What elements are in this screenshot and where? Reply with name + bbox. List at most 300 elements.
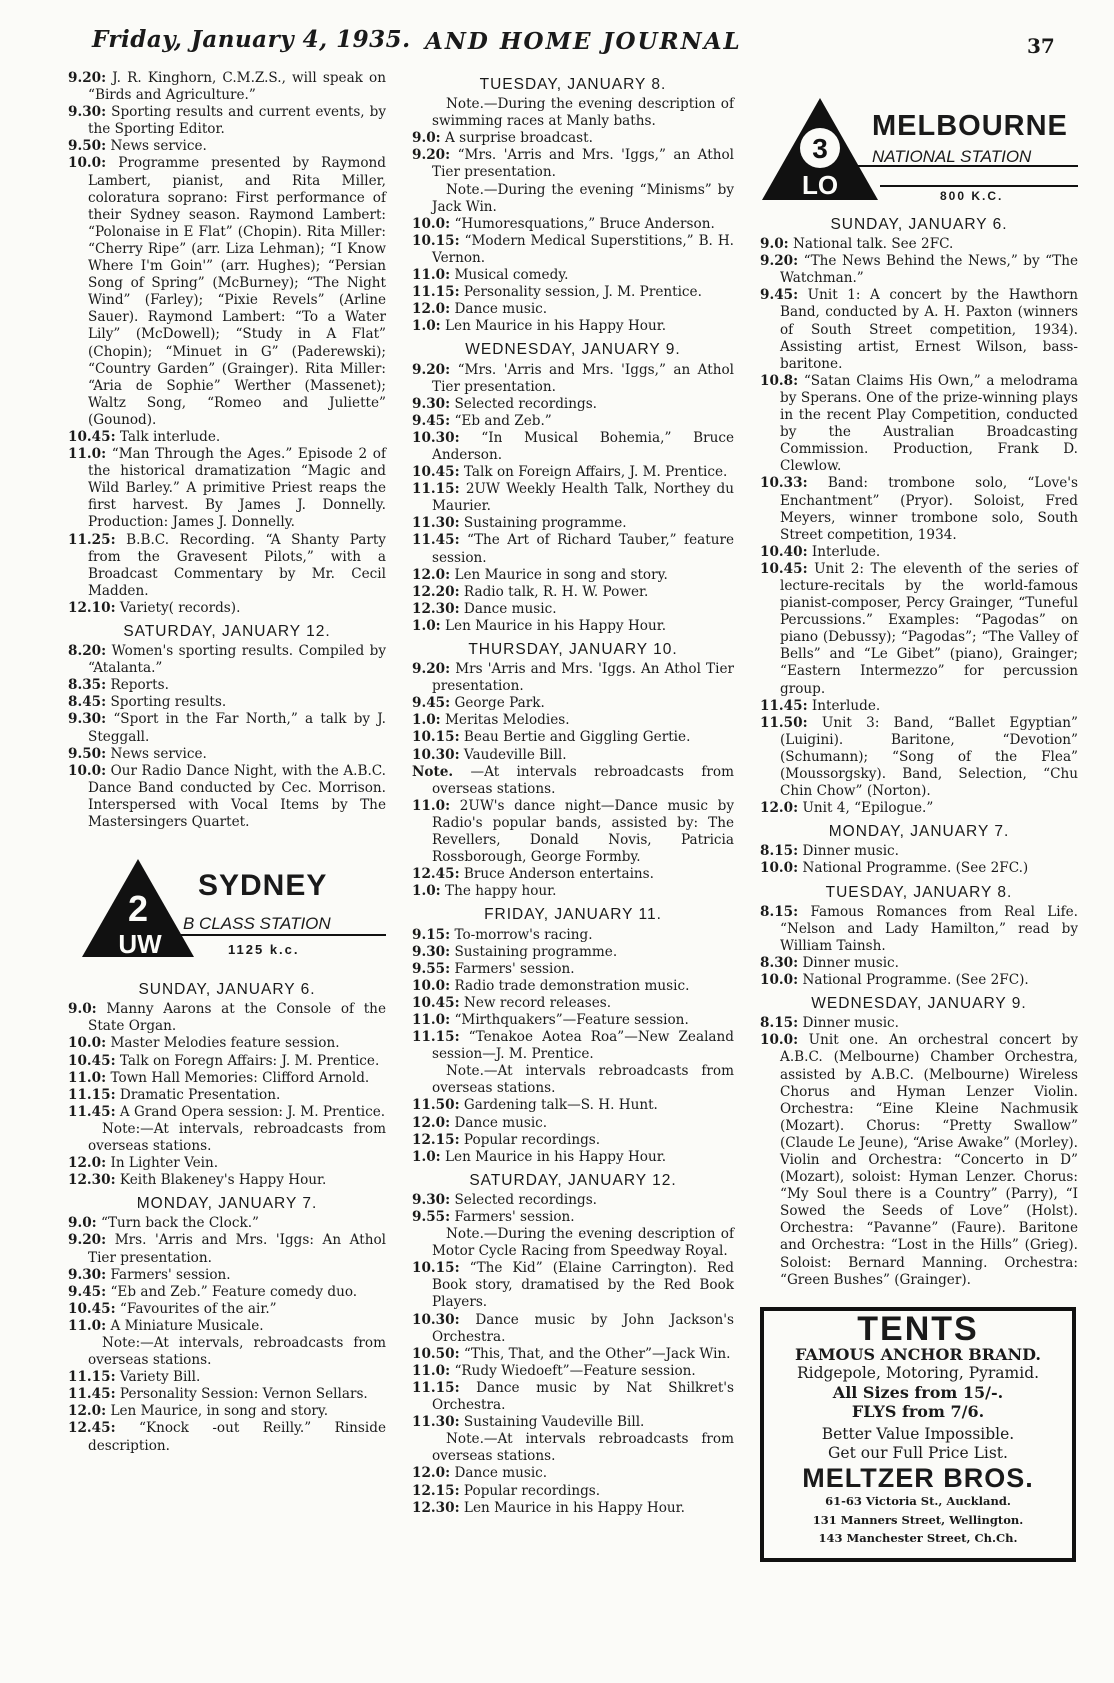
program-description: Dinner music. [802, 954, 899, 971]
program-description: J. R. Kinghorn, C.M.Z.S., will speak on “Birds and Agriculture.” [88, 70, 386, 104]
program-time: 11.30: [412, 1414, 460, 1431]
program-time: 10.30: [412, 1311, 460, 1328]
program-entry [68, 1301, 386, 1318]
program-time: 12.0: [412, 1114, 451, 1131]
program-entry [412, 318, 734, 335]
program-description: Dance music. [454, 301, 548, 318]
day-heading: TUESDAY, JANUARY 8. [825, 883, 1013, 901]
program-entry [412, 1465, 734, 1482]
program-entry [412, 729, 734, 746]
program-entry [412, 1209, 734, 1226]
program-time: 12.0: [760, 800, 799, 817]
program-entry [760, 287, 1078, 372]
program-list [412, 1192, 734, 1517]
day-heading: TUESDAY, JANUARY 8. [479, 76, 667, 93]
day-heading: WEDNESDAY, JANUARY 9. [811, 995, 1027, 1013]
day-heading: FRIDAY, JANUARY 11. [484, 906, 662, 924]
program-description: Unit 2: The eleventh of the series of lecture-recitals by the world-famous pianist-composer, Percy Grainger, “Tuneful Percussions.” Examples: “Pagodas” on piano (Debussy); “Pagodas”; “The Valley of Bells” and “Le Gibet” (piano), Grainger; “Eastern Intermezzo” for percussion group. [780, 560, 1078, 697]
column-middle [412, 70, 734, 1517]
ad-price: All Sizes from 15/-. [832, 1383, 1004, 1402]
program-time: 11.25: [68, 531, 116, 548]
program-description: News service. [110, 138, 207, 155]
program-time: 10.0: [68, 1035, 107, 1052]
program-time: 9.55: [412, 960, 451, 977]
program-description: Radio talk, R. H. W. Power. [463, 583, 649, 600]
program-entry [412, 798, 734, 866]
program-time: 11.15: [412, 284, 460, 301]
program-description: Popular recordings. [463, 1131, 601, 1148]
program-description: Variety( records). [119, 599, 241, 616]
program-entry [412, 1380, 734, 1414]
program-time: 9.50: [68, 138, 107, 155]
program-entry [412, 413, 734, 430]
program-note: Note.—During the evening description of swimming races at Manly baths. [432, 96, 734, 130]
program-time: 10.15: [412, 232, 460, 249]
program-entry [68, 1087, 386, 1104]
program-entry [412, 284, 734, 301]
program-entry [412, 866, 734, 883]
program-description: B.B.C. Recording. “A Shanty Party from the Gravesent Pilots,” with a Broadcast Commentary by Mr. Cecil Madden. [88, 531, 386, 599]
program-time: 9.0: [760, 236, 789, 253]
program-time: 10.0: [760, 860, 799, 877]
program-time: 8.45: [68, 694, 107, 711]
program-entry [68, 677, 386, 694]
column-left [68, 70, 386, 1455]
program-description: “Humoresquations,” Bruce Anderson. [454, 215, 715, 232]
program-description: Master Melodies feature session. [110, 1035, 340, 1052]
program-description: “This, That, and the Other”—Jack Win. [463, 1345, 731, 1362]
program-description: Town Hall Memories: Clifford Arnold. [110, 1069, 370, 1086]
program-entry [412, 464, 734, 481]
program-description: Unit 1: A concert by the Hawthorn Band, conducted by A. H. Paxton (winners of South Street competition, 1934). Assisting artist, Ernest Wilson, bass-baritone. [780, 287, 1078, 372]
program-time: 11.15: [412, 481, 460, 498]
program-time: 11.50: [760, 714, 808, 731]
program-entry [412, 1260, 734, 1311]
program-time: 10.0: [68, 155, 107, 172]
program-description: In Lighter Vein. [110, 1155, 219, 1172]
program-entry [412, 267, 734, 284]
program-entry [412, 712, 734, 729]
program-list [412, 927, 734, 1166]
day-sections [760, 216, 1078, 1289]
program-note: Note:—At intervals, rebroadcasts from overseas stations. [88, 1335, 386, 1369]
program-entry [68, 1284, 386, 1301]
program-description: “Satan Claims His Own,” a melodrama by Sperans. One of the prize-winning plays in the recent Play Competition, conducted by the Australian Broadcasting Commission. Production, Frank D. Clewlow. [780, 372, 1079, 475]
program-entry [412, 301, 734, 318]
program-entry [412, 584, 734, 601]
day-heading: THURSDAY, JANUARY 10. [468, 641, 678, 658]
program-entry [68, 155, 386, 429]
program-description: Programme presented by Raymond Lambert, pianist, and Rita Miller, coloratura soprano: First performance of their Sydney season. Raymond Lambert: “Polonaise in E Flat” (Chopin). Rita Miller: “Cherry Ripe” (arr. Liza Lehman); “I Know Where I'm Goin'” (arr. Hughes); “Persian Song of Spring” (McBurney); “The Night Wind” (Farley); “Pixie Revels” (Arline Sauer). Raymond Lambert: “To a Water Lily” (McDowell); “Study in A Flat” (Chopin); “Minuet in G” (Paderewski); “Country Garden” (Grainger). Rita Miller: “Aria de Sophie” Werther (Massenet); Waltz Song, “Romeo and Juliette” (Gounod). [88, 155, 386, 428]
program-time: 10.8: [760, 372, 799, 389]
program-description: “Eb and Zeb.” [454, 412, 552, 429]
program-entry [412, 567, 734, 584]
day-heading: MONDAY, JANUARY 7. [136, 1195, 318, 1213]
program-entry [412, 747, 734, 764]
program-entry [412, 764, 734, 798]
program-list [68, 1215, 386, 1454]
program-time: 8.35: [68, 677, 107, 694]
program-entry [412, 481, 734, 515]
program-time: 12.0: [412, 301, 451, 318]
program-time: 9.30: [412, 943, 451, 960]
program-description: Mrs 'Arris and Mrs. 'Iggs. An Athol Tier presentation. [432, 661, 734, 695]
program-description: Mrs. 'Arris and Mrs. 'Iggs: An Athol Tier presentation. [88, 1232, 386, 1266]
program-entry [412, 1097, 734, 1114]
day-heading: SUNDAY, JANUARY 6. [138, 981, 316, 999]
program-description: Gardening talk—S. H. Hunt. [463, 1097, 658, 1114]
program-description: Farmers' session. [454, 960, 575, 977]
program-description: “Mirthquakers”—Feature session. [454, 1011, 689, 1028]
program-description: Vaudeville Bill. [463, 746, 567, 763]
program-entry [412, 233, 734, 267]
program-description: “The Kid” (Elaine Carrington). Red Book story, dramatised by the Red Book Players. [432, 1260, 734, 1311]
program-time: 11.15: [68, 1086, 116, 1103]
program-time: 8.15: [760, 903, 799, 920]
program-time: 11.0: [412, 1362, 451, 1379]
program-time: 12.20: [412, 583, 460, 600]
program-entry [412, 1029, 734, 1063]
program-entry [68, 1369, 386, 1386]
program-time: 10.0: [68, 762, 107, 779]
program-list [412, 661, 734, 900]
program-entry [68, 429, 386, 446]
program-description: “Turn back the Clock.” [101, 1215, 259, 1232]
program-description: Dance music by John Jackson's Orchestra. [432, 1311, 735, 1345]
ad-address: 131 Manners Street, Wellington. [812, 1512, 1024, 1527]
program-description: News service. [110, 745, 207, 762]
page-header [0, 0, 1114, 70]
program-description: Women's sporting results. Compiled by “Atalanta.” [88, 643, 386, 677]
program-time: 12.30: [412, 600, 460, 617]
program-description: Meritas Melodies. [445, 712, 570, 729]
program-time: 10.30: [412, 746, 460, 763]
program-list [760, 1015, 1078, 1289]
program-entry [412, 1363, 734, 1380]
program-description: Len Maurice, in song and story. [110, 1403, 329, 1420]
program-entry [760, 904, 1078, 955]
program-description: National talk. See 2FC. [793, 236, 954, 253]
station-class: B CLASS STATION [183, 914, 331, 934]
program-description: Dance music by Nat Shilkret's Orchestra. [432, 1379, 734, 1414]
program-entry [412, 1132, 734, 1149]
program-entry [760, 544, 1078, 561]
program-description: “In Musical Bohemia,” Bruce Anderson. [432, 429, 734, 463]
program-description: Farmers' session. [454, 1209, 575, 1225]
program-entry [412, 396, 734, 413]
program-entry [412, 216, 734, 233]
program-description: Talk on Foregn Affairs: J. M. Prentice. [119, 1052, 380, 1069]
ad-brand: MELTZER BROS. [802, 1463, 1034, 1494]
program-description: Farmers' session. [110, 1266, 231, 1283]
program-description: New record releases. [463, 994, 612, 1011]
program-time: 12.0: [412, 566, 451, 583]
program-description: Musical comedy. [454, 267, 569, 284]
program-time: 10.0: [760, 972, 799, 989]
program-description: “Knock -out Reilly.” Rinside description. [88, 1420, 387, 1454]
program-entry [412, 1483, 734, 1500]
program-list [412, 96, 734, 335]
program-entry [412, 618, 734, 635]
program-time: 8.30: [760, 954, 799, 971]
program-description: Beau Bertie and Giggling Gertie. [463, 729, 691, 746]
program-entry [68, 600, 386, 617]
svg-text:3: 3 [812, 133, 828, 164]
program-entry [412, 995, 734, 1012]
program-list [760, 843, 1078, 877]
program-time: 11.45: [760, 697, 808, 714]
program-description: Variety Bill. [119, 1369, 201, 1386]
program-time: 11.30: [412, 515, 460, 532]
program-entry [412, 362, 734, 396]
program-description: Unit one. An orchestral concert by A.B.C. (Melbourne) Chamber Orchestra, assisted by A.B.C. (Melbourne) Wireless Chorus and Hyman Lenzer Violin. Orchestra: “Eine Kleine Nachmusik (Mozart). Chorus: “Pretty Swallow” (Claude Le Jeune), “Arise Awake” (Morley). Violin and Orchestra: “Concerto in D” (Mozart), soloist: Hyman Lenzer. Chorus: “My Soul there is a Country” (Parry), “I Sowed the Seeds of Love” (Holst). Orchestra: “Pavanne” (Faure). Baritone and Orchestra: “Lost in the Hills” (Grieg). Soloist: Bernard Manning. Orchestra: “Green Bushes” (Grainger). [780, 1032, 1079, 1288]
program-entry [412, 944, 734, 961]
program-time: 9.45: [412, 412, 451, 429]
program-time: 11.15: [68, 1369, 116, 1386]
program-entry [760, 475, 1078, 543]
program-list [68, 70, 386, 617]
program-description: Dinner music. [802, 1015, 899, 1032]
program-note: Note:—At intervals, rebroadcasts from overseas stations. [88, 1120, 386, 1154]
program-description: Len Maurice in his Happy Hour. [445, 617, 667, 634]
column-right [760, 70, 1078, 1562]
program-entry [760, 972, 1078, 989]
program-time: 9.30: [68, 104, 107, 121]
program-description: “The News Behind the News,” by “The Watchman.” [780, 253, 1078, 287]
page-number: 37 [1027, 34, 1055, 58]
program-entry [68, 1232, 386, 1266]
program-entry [68, 711, 386, 745]
program-entry [68, 1215, 386, 1232]
program-time: 12.10: [68, 599, 116, 616]
program-time: 11.50: [412, 1097, 460, 1114]
issue-date: Friday, January 4, 1935. [92, 26, 411, 53]
program-description: A Grand Opera session: J. M. Prentice. [119, 1103, 386, 1120]
program-entry [68, 138, 386, 155]
program-description: Dinner music. [802, 843, 899, 860]
program-time: 9.30: [68, 1266, 107, 1283]
program-entry [412, 515, 734, 532]
program-time: 10.40: [760, 543, 808, 560]
program-entry [412, 1192, 734, 1209]
ad-flys-price: FLYS from 7/6. [851, 1402, 985, 1422]
program-description: The happy hour. [445, 883, 557, 900]
program-description: National Programme. (See 2FC). [802, 972, 1029, 989]
program-description: Talk on Foreign Affairs, J. M. Prentice. [463, 464, 728, 481]
station-name: SYDNEY [198, 869, 328, 903]
program-time: 10.45: [412, 464, 460, 481]
program-time: 9.45: [68, 1283, 107, 1300]
program-description: “Mrs. 'Arris and Mrs. 'Iggs,” an Athol Tier presentation. [432, 147, 735, 181]
program-entry [68, 1104, 386, 1121]
program-time: 9.45: [760, 287, 799, 304]
program-description: George Park. [454, 695, 545, 712]
program-time: 10.45: [68, 1300, 116, 1317]
program-time: 9.20: [68, 1232, 107, 1249]
program-description: Sporting results. [110, 694, 227, 711]
station-2uw-banner [68, 853, 386, 971]
program-description: Len Maurice in song and story. [454, 566, 668, 583]
program-description: 2UW's dance night—Dance music by Radio's popular bands, assisted by: The Revellers, Donald Novis, Patricia Rossborough, George Formby. [432, 797, 734, 866]
program-time: 11.45: [68, 1386, 116, 1403]
ad-tagline: FAMOUS ANCHOR BRAND. [795, 1344, 1041, 1364]
program-time: 9.0: [68, 1215, 97, 1232]
program-time: 11.0: [412, 267, 451, 284]
program-time: 12.0: [68, 1155, 107, 1172]
program-note: Note.—At intervals rebroadcasts from overseas stations. [432, 1063, 734, 1097]
program-time: 11.45: [412, 532, 460, 549]
program-time: 10.45: [760, 560, 808, 577]
program-entry [412, 978, 734, 995]
program-time: 11.0: [68, 1069, 107, 1086]
program-time: 12.30: [412, 1499, 460, 1516]
program-description: “Favourites of the air.” [119, 1300, 277, 1317]
program-time: 9.55: [412, 1209, 451, 1225]
program-time: 9.0: [412, 130, 441, 147]
program-description: “Sport in the Far North,” a talk by J. Steggall. [88, 711, 387, 745]
ad-title: TENTS [857, 1309, 979, 1348]
program-description: Band: trombone solo, “Love's Enchantment” (Pryor). Soloist, Fred Meyers, winner trombone solo, South Street competition, 1934. [780, 475, 1078, 543]
program-description: Sustaining programme. [454, 943, 618, 960]
program-time: 10.45: [68, 428, 116, 445]
program-time: 9.20: [760, 253, 799, 270]
program-time: 9.20: [68, 70, 107, 86]
program-entry [68, 1172, 386, 1189]
program-time: 12.0: [412, 1465, 451, 1482]
program-description: Keith Blakeney's Happy Hour. [119, 1172, 327, 1189]
program-time: 9.45: [412, 695, 451, 712]
program-entry [412, 661, 734, 695]
program-entry [68, 1053, 386, 1070]
program-entry [412, 1346, 734, 1363]
day-heading: SUNDAY, JANUARY 6. [830, 216, 1008, 233]
program-time: 10.0: [760, 1032, 799, 1049]
program-time: 9.20: [412, 361, 451, 378]
program-entry [412, 601, 734, 618]
program-entry [760, 955, 1078, 972]
ad-price-list: Get our Full Price List. [828, 1444, 1008, 1463]
program-time: 11.0: [68, 446, 107, 463]
program-time: 1.0: [412, 617, 441, 634]
program-description: Dramatic Presentation. [119, 1086, 281, 1103]
program-description: Manny Aarons at the Console of the State Organ. [88, 1001, 386, 1035]
program-time: 8.15: [760, 1015, 799, 1032]
program-entry [760, 1032, 1078, 1288]
program-time: 10.45: [68, 1052, 116, 1069]
program-entry [68, 694, 386, 711]
program-entry [760, 800, 1078, 817]
program-time: 9.15: [412, 926, 451, 943]
station-frequency: 1125 k.c. [228, 942, 300, 958]
program-entry [412, 1012, 734, 1029]
program-entry [760, 236, 1078, 253]
program-description: “Rudy Wiedoeft”—Feature session. [454, 1362, 696, 1379]
day-heading: SATURDAY, JANUARY 12. [123, 623, 331, 640]
program-description: “Eb and Zeb.” Feature comedy duo. [110, 1283, 358, 1300]
station-frequency: 800 K.C. [940, 189, 1004, 203]
program-entry [760, 860, 1078, 877]
program-entry [68, 643, 386, 677]
tents-advertisement [760, 1307, 1076, 1562]
program-description: Radio trade demonstration music. [454, 977, 690, 994]
program-entry [412, 927, 734, 944]
program-entry [412, 695, 734, 712]
program-list [760, 236, 1078, 817]
program-time: 9.30: [68, 711, 107, 728]
program-list [412, 362, 734, 636]
program-entry [412, 147, 734, 181]
program-time: 1.0: [412, 1148, 441, 1165]
program-description: Unit 4, “Epilogue.” [802, 800, 934, 817]
program-entry [760, 561, 1078, 698]
ad-address: 61-63 Victoria St., Auckland. [825, 1494, 1011, 1509]
program-note: Note.—During the evening “Minisms” by Jack Win. [432, 181, 734, 215]
program-entry [760, 253, 1078, 287]
svg-text:LO: LO [801, 170, 839, 200]
ad-types: Ridgepole, Motoring, Pyramid. [796, 1363, 1040, 1382]
program-description: —At intervals rebroadcasts from overseas stations. [432, 763, 734, 797]
program-description: Dance music. [463, 600, 557, 617]
program-entry [412, 130, 734, 147]
program-entry [68, 1001, 386, 1035]
program-entry [68, 1267, 386, 1284]
ad-address: 143 Manchester Street, Ch.Ch. [818, 1530, 1018, 1545]
program-description: Sustaining programme. [463, 515, 627, 532]
program-entry [68, 1403, 386, 1420]
program-time: 12.15: [412, 1131, 460, 1148]
program-entry [412, 1312, 734, 1346]
program-entry [68, 1386, 386, 1403]
program-entry [760, 1015, 1078, 1032]
program-entry [412, 1500, 734, 1517]
program-time: 11.15: [412, 1379, 460, 1396]
program-list [68, 1001, 386, 1189]
program-time: 10.15: [412, 1260, 460, 1277]
program-description: Famous Romances from Real Life. “Nelson and Lady Hamilton,” read by William Tainsh. [780, 903, 1078, 954]
program-description: Len Maurice in his Happy Hour. [463, 1499, 685, 1516]
program-entry [68, 1318, 386, 1335]
program-note: Note.—At intervals rebroadcasts from overseas stations. [432, 1431, 734, 1465]
program-entry [68, 1420, 386, 1454]
program-description: Talk interlude. [119, 428, 221, 445]
day-heading: SATURDAY, JANUARY 12. [469, 1171, 677, 1189]
program-description: Len Maurice in his Happy Hour. [445, 1148, 667, 1165]
program-entry [412, 961, 734, 978]
program-time: 11.0: [68, 1317, 107, 1334]
program-list [760, 904, 1078, 989]
program-entry [760, 715, 1078, 800]
program-entry [760, 843, 1078, 860]
day-heading: WEDNESDAY, JANUARY 9. [465, 341, 681, 359]
program-description: Unit 3: Band, “Ballet Egyptian” (Luigini). Baritone, “Devotion” (Schumann); “Song of the Flea” (Moussorgsky). Band, Selection, “Chu Chin Chow” (Norton). [780, 714, 1078, 800]
program-time: 10.50: [412, 1345, 460, 1362]
day-sections [412, 76, 734, 1517]
program-time: 1.0: [412, 883, 441, 900]
program-time: 12.0: [68, 1403, 107, 1420]
program-description: A Miniature Musicale. [110, 1317, 264, 1334]
ad-value: Better Value Impossible. [821, 1425, 1015, 1444]
program-time: 10.45: [412, 994, 460, 1011]
program-entry [68, 1155, 386, 1172]
program-entry [68, 763, 386, 831]
program-description: Popular recordings. [463, 1482, 601, 1499]
program-description: “Modern Medical Superstitions,” B. H. Vernon. [432, 232, 734, 266]
program-description: Sustaining Vaudeville Bill. [463, 1414, 645, 1431]
program-description: Sporting results and current events, by the Sporting Editor. [88, 104, 386, 138]
program-list [68, 643, 386, 831]
program-description: Bruce Anderson entertains. [463, 866, 654, 883]
program-time: Note. [412, 763, 454, 780]
